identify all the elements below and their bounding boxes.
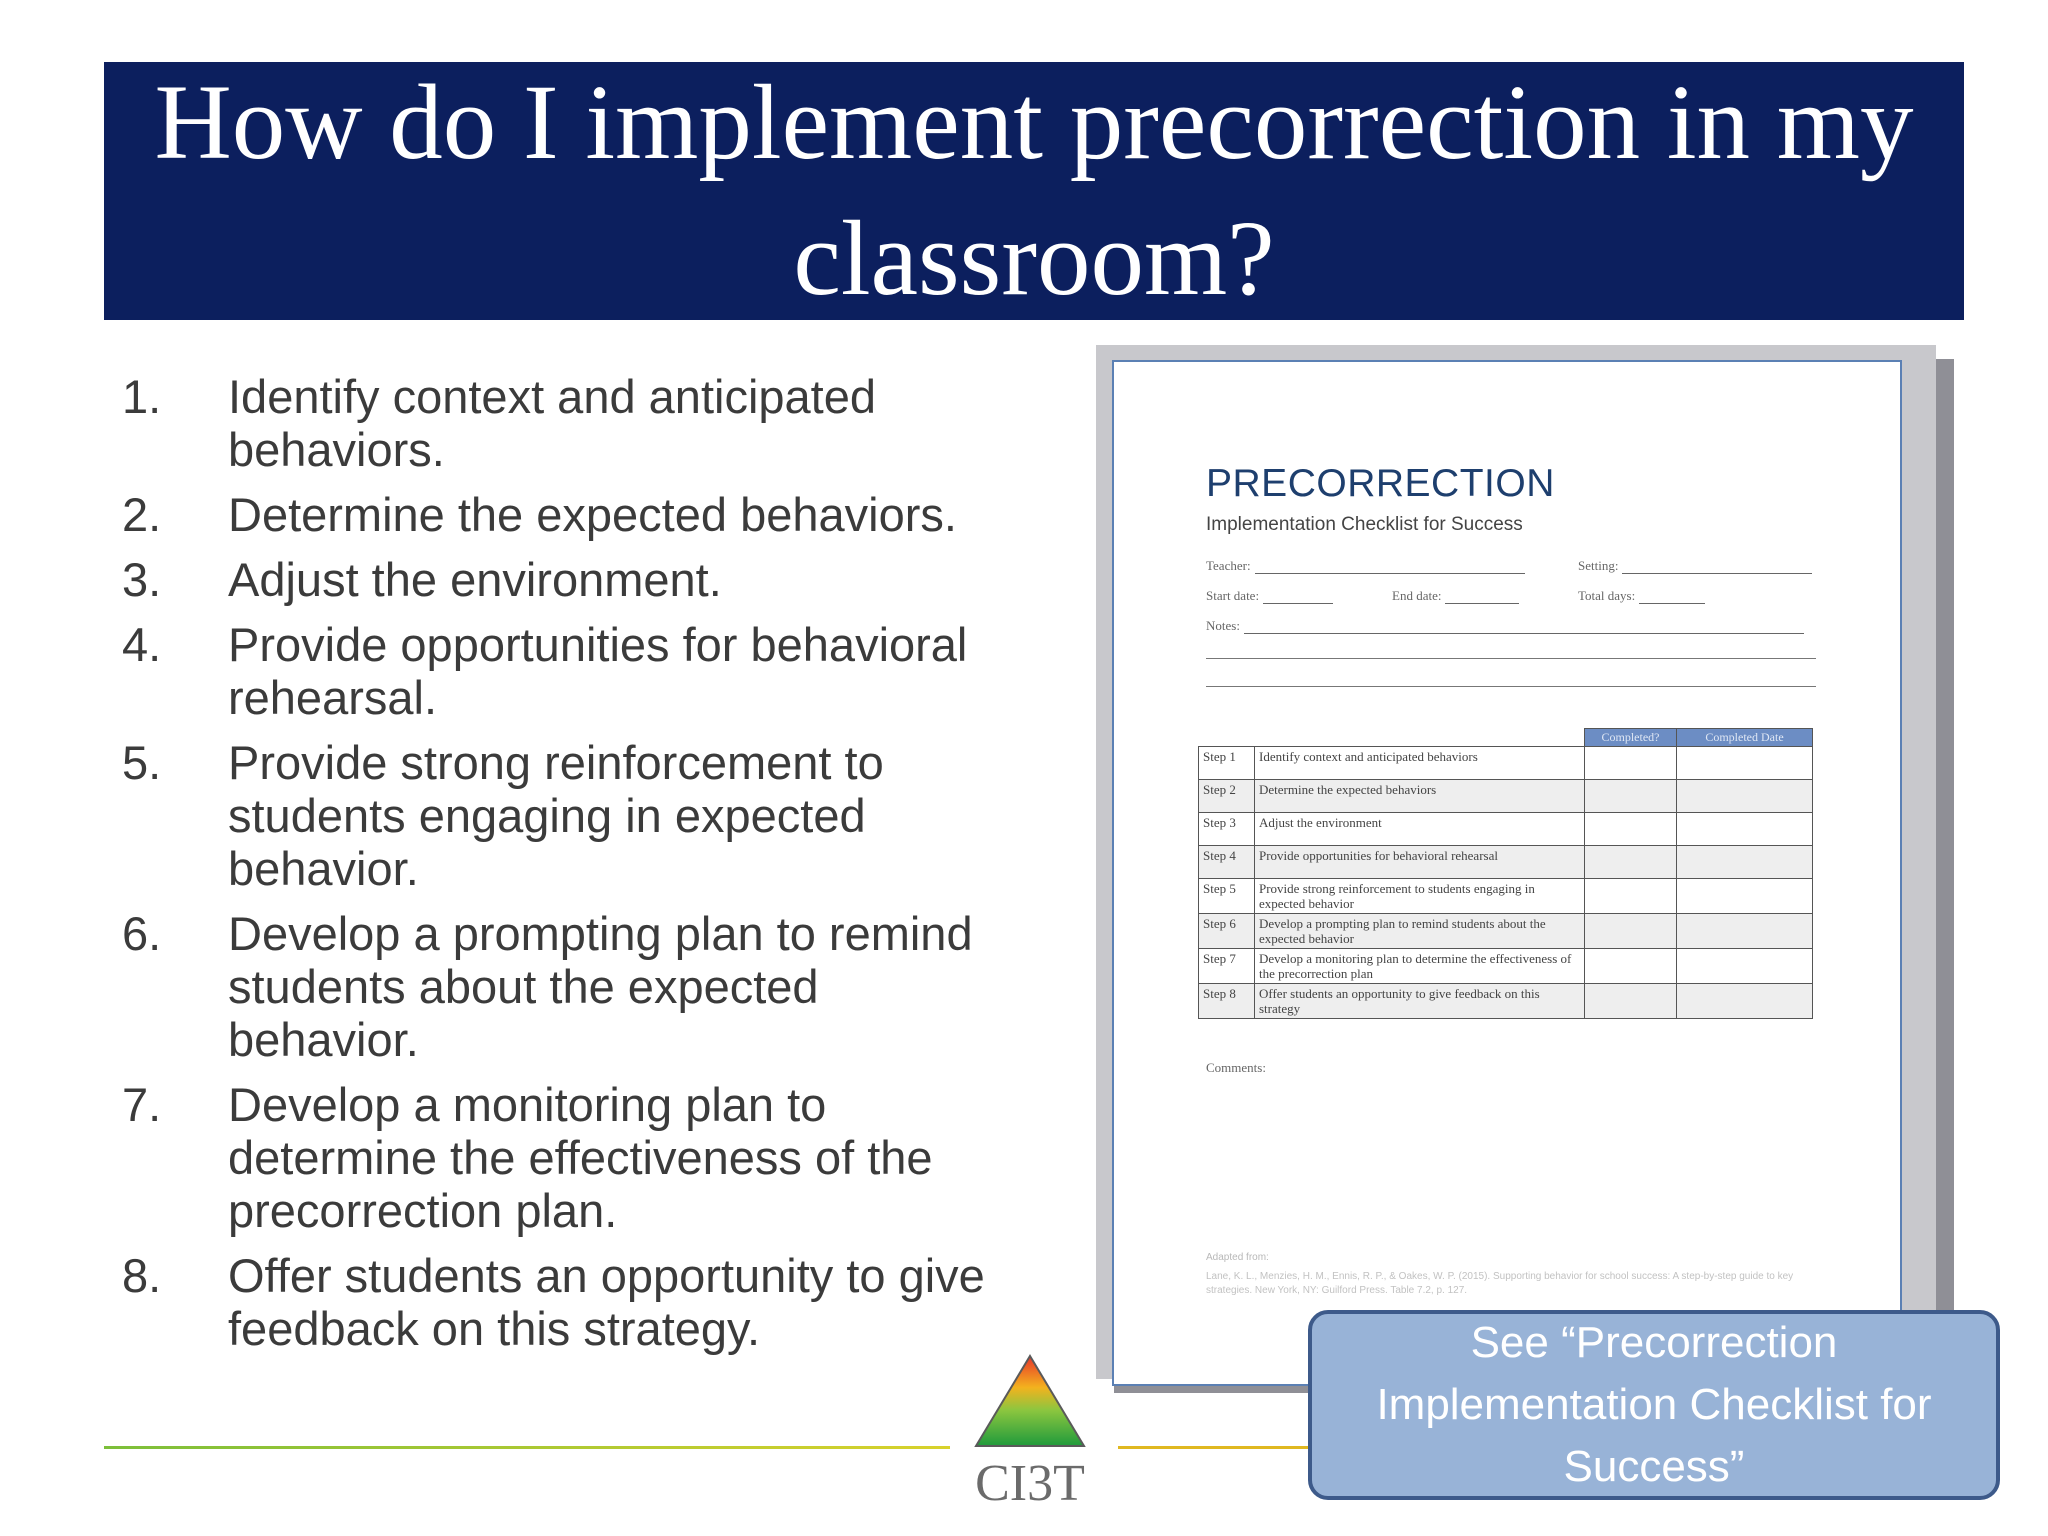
step-cell: Step 1 — [1199, 747, 1255, 780]
field-label: Notes: — [1206, 618, 1240, 633]
table-row — [1199, 846, 1813, 879]
column-header: Completed? — [1585, 729, 1677, 747]
start-date-field — [1206, 588, 1333, 604]
step-cell: Step 7 — [1199, 949, 1255, 984]
date-cell — [1677, 747, 1813, 780]
step-cell: Step 8 — [1199, 984, 1255, 1019]
step-text: Identify context and anticipated behaviors. — [228, 370, 876, 476]
field-label: End date: — [1392, 588, 1442, 603]
list-item — [122, 370, 1022, 476]
field-label: Start date: — [1206, 588, 1260, 603]
teacher-field — [1206, 558, 1525, 574]
step-number: 1. — [122, 370, 162, 423]
desc-cell: Adjust the environment — [1255, 813, 1585, 846]
completed-cell — [1585, 813, 1677, 846]
table-row — [1199, 984, 1813, 1019]
desc-cell: Develop a monitoring plan to determine the effectiveness of the precorrection plan — [1255, 949, 1585, 984]
column-header: Completed Date — [1677, 729, 1813, 747]
step-cell: Step 5 — [1199, 879, 1255, 914]
table-row — [1199, 914, 1813, 949]
adapted-label: Adapted from: — [1206, 1252, 1269, 1263]
step-text: Offer students an opportunity to give feedback on this strategy. — [228, 1249, 985, 1355]
list-item — [122, 618, 1022, 724]
completed-cell — [1585, 949, 1677, 984]
list-item — [122, 907, 1022, 1066]
desc-cell: Develop a prompting plan to remind students about the expected behavior — [1255, 914, 1585, 949]
step-text: Develop a monitoring plan to determine the effectiveness of the precorrection plan. — [228, 1078, 933, 1237]
step-number: 3. — [122, 553, 162, 606]
date-cell — [1677, 813, 1813, 846]
steps-list — [122, 370, 1022, 1367]
desc-cell: Provide opportunities for behavioral rehearsal — [1255, 846, 1585, 879]
step-text: Provide opportunities for behavioral rehearsal. — [228, 618, 968, 724]
step-cell: Step 6 — [1199, 914, 1255, 949]
completed-cell — [1585, 846, 1677, 879]
desc-cell: Identify context and anticipated behaviors — [1255, 747, 1585, 780]
table-row — [1199, 747, 1813, 780]
list-item — [122, 1078, 1022, 1237]
completed-cell — [1585, 914, 1677, 949]
desc-cell: Determine the expected behaviors — [1255, 780, 1585, 813]
date-cell — [1677, 984, 1813, 1019]
date-cell — [1677, 949, 1813, 984]
step-number: 2. — [122, 488, 162, 541]
desc-cell: Provide strong reinforcement to students engaging in expected behavior — [1255, 879, 1585, 914]
footer-rule-left — [104, 1446, 950, 1449]
footer-rule-right — [1118, 1446, 1338, 1449]
pyramid-icon — [976, 1356, 1084, 1446]
setting-field — [1578, 558, 1812, 574]
step-text: Determine the expected behaviors. — [228, 488, 957, 541]
step-number: 4. — [122, 618, 162, 671]
date-cell — [1677, 780, 1813, 813]
checklist-document — [1112, 360, 1902, 1386]
total-days-field — [1578, 588, 1705, 604]
table-row — [1199, 780, 1813, 813]
table-row — [1199, 879, 1813, 914]
list-item — [122, 736, 1022, 895]
table-row — [1199, 949, 1813, 984]
checklist-callout — [1308, 1310, 2000, 1500]
logo-text: CI3T — [975, 1455, 1085, 1512]
checklist-heading: PRECORRECTION — [1206, 462, 1555, 505]
step-number: 5. — [122, 736, 162, 789]
ci3t-logo — [970, 1350, 1090, 1530]
step-text: Develop a prompting plan to remind students about the expected behavior. — [228, 907, 973, 1066]
date-cell — [1677, 879, 1813, 914]
desc-cell: Offer students an opportunity to give feedback on this strategy — [1255, 984, 1585, 1019]
callout-text: See “Precorrection Implementation Checklist for Success” — [1376, 1318, 1932, 1491]
field-label: Total days: — [1578, 588, 1636, 603]
completed-cell — [1585, 780, 1677, 813]
field-label: Teacher: — [1206, 558, 1251, 573]
table-row — [1199, 813, 1813, 846]
step-cell: Step 2 — [1199, 780, 1255, 813]
step-text: Adjust the environment. — [228, 553, 722, 606]
comments-label: Comments: — [1206, 1060, 1266, 1075]
completed-cell — [1585, 879, 1677, 914]
completed-cell — [1585, 984, 1677, 1019]
citation-text: Lane, K. L., Menzies, H. M., Ennis, R. P., & Oakes, W. P. (2015). Supporting behavior for school success: A step-by-step guide to key strategies. New York, NY: Guilford Press. Table 7.2, p. 127. — [1206, 1271, 1794, 1296]
list-item — [122, 1249, 1022, 1355]
notes-field — [1206, 618, 1804, 634]
end-date-field — [1392, 588, 1519, 604]
field-label: Setting: — [1578, 558, 1619, 573]
slide-title: How do I implement precorrection in my classroom? — [154, 64, 1914, 318]
step-cell: Step 3 — [1199, 813, 1255, 846]
list-item — [122, 553, 1022, 606]
step-number: 8. — [122, 1249, 162, 1302]
step-number: 7. — [122, 1078, 162, 1131]
checklist-table — [1198, 728, 1813, 1019]
checklist-subheading: Implementation Checklist for Success — [1206, 514, 1523, 535]
step-number: 6. — [122, 907, 162, 960]
notes-rule — [1206, 686, 1816, 687]
date-cell — [1677, 846, 1813, 879]
list-item — [122, 488, 1022, 541]
title-bar — [104, 62, 1964, 320]
step-text: Provide strong reinforcement to students engaging in expected behavior. — [228, 736, 884, 895]
step-cell: Step 4 — [1199, 846, 1255, 879]
notes-rule — [1206, 658, 1816, 659]
completed-cell — [1585, 747, 1677, 780]
date-cell — [1677, 914, 1813, 949]
